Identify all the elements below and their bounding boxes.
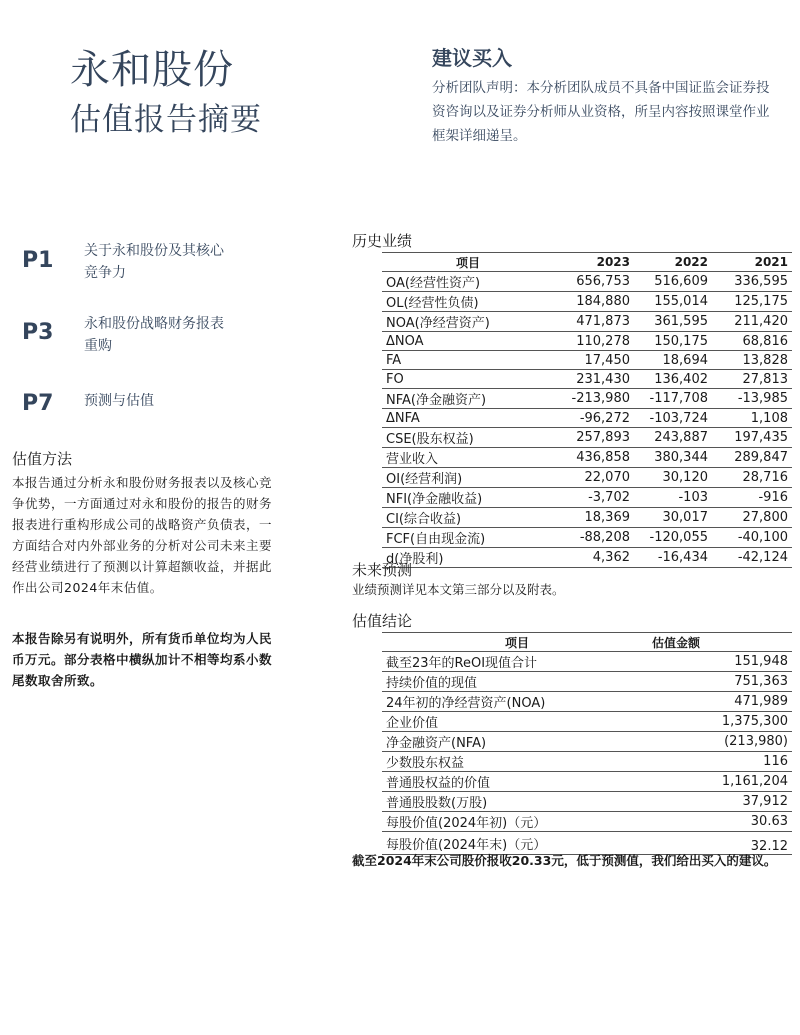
cell: 1,161,204 xyxy=(652,772,792,792)
cell: -13,985 xyxy=(712,389,792,409)
cell: 110,278 xyxy=(554,332,634,351)
cell: -916 xyxy=(712,488,792,508)
row-label: CSE(股东权益) xyxy=(382,428,554,448)
row-label: ΔNOA xyxy=(382,332,554,351)
row-label: 24年初的净经营资产(NOA) xyxy=(382,692,652,712)
cell: 243,887 xyxy=(634,428,712,448)
cell: 184,880 xyxy=(554,292,634,312)
row-label: OI(经营利润) xyxy=(382,468,554,488)
table-row xyxy=(382,752,792,772)
currency-note: 本报告除另有说明外，所有货币单位均为人民币万元。部分表格中横纵加计不相等均系小数尾数取舍所致。 xyxy=(12,631,273,688)
table-row xyxy=(382,772,792,792)
valuation-heading: 估值结论 xyxy=(352,612,413,630)
row-label: FA xyxy=(382,351,554,370)
cell: 4,362 xyxy=(554,548,634,568)
row-label: NFI(净金融收益) xyxy=(382,488,554,508)
toc-page-p1: P1 xyxy=(22,248,54,273)
row-label: NFA(净金融资产) xyxy=(382,389,554,409)
table-row xyxy=(382,672,792,692)
cell: 751,363 xyxy=(652,672,792,692)
row-label: 普通股股数(万股) xyxy=(382,792,652,812)
cell: 17,450 xyxy=(554,351,634,370)
table-row xyxy=(382,370,792,389)
cell: -3,702 xyxy=(554,488,634,508)
row-label: 净金融资产(NFA) xyxy=(382,732,652,752)
conclusion: 截至2024年末公司股价报收20.33元，低于预测值，我们给出买入的建议。 xyxy=(352,853,777,868)
table-row xyxy=(382,712,792,732)
cell: 30,017 xyxy=(634,508,712,528)
cell: 30,120 xyxy=(634,468,712,488)
cell: 151,948 xyxy=(652,652,792,672)
table-row xyxy=(382,292,792,312)
cell: 13,828 xyxy=(712,351,792,370)
forecast-heading: 未来预测 xyxy=(352,561,413,579)
history-table xyxy=(382,252,792,568)
cell: 150,175 xyxy=(634,332,712,351)
company-title: 永和股份 xyxy=(70,47,234,93)
toc-page-p3: P3 xyxy=(22,320,54,345)
cell: 289,847 xyxy=(712,448,792,468)
table-row xyxy=(382,468,792,488)
cell: 197,435 xyxy=(712,428,792,448)
cell: 32.12 xyxy=(652,832,792,855)
table-row xyxy=(382,351,792,370)
valuation-col-item: 项目 xyxy=(382,633,652,652)
row-label: 截至23年的ReOI现值合计 xyxy=(382,652,652,672)
cell: 1,108 xyxy=(712,409,792,428)
row-label: d(净股利) xyxy=(382,548,554,568)
cell: -103,724 xyxy=(634,409,712,428)
method-body: 本报告通过分析永和股份财务报表以及核心竞争优势，一方面通过对永和股份的报告的财务报表进行重构形成公司的战略资产负债表，一方面结合对内外部业务的分析对公司未来主要经营业绩进行了预测以计算超额收益，并据此作出公司2024年末估值。 xyxy=(12,475,273,595)
cell: 27,800 xyxy=(712,508,792,528)
table-row xyxy=(382,409,792,428)
history-col-item: 项目 xyxy=(382,253,554,272)
cell: 361,595 xyxy=(634,312,712,332)
cell: (213,980) xyxy=(652,732,792,752)
row-label: FCF(自由现金流) xyxy=(382,528,554,548)
cell: 155,014 xyxy=(634,292,712,312)
row-label: ΔNFA xyxy=(382,409,554,428)
table-row xyxy=(382,448,792,468)
toc-title-p7: 预测与估值 xyxy=(84,393,154,409)
cell: 22,070 xyxy=(554,468,634,488)
history-heading: 历史业绩 xyxy=(352,232,413,250)
toc-title-p3: 永和股份战略财务报表重购 xyxy=(84,316,224,354)
cell: 257,893 xyxy=(554,428,634,448)
cell: 336,595 xyxy=(712,272,792,292)
table-row xyxy=(382,548,792,568)
row-label: OA(经营性资产) xyxy=(382,272,554,292)
cell: -96,272 xyxy=(554,409,634,428)
cell: 125,175 xyxy=(712,292,792,312)
cell: 116 xyxy=(652,752,792,772)
history-col-2022: 2022 xyxy=(634,253,712,272)
row-label: 持续价值的现值 xyxy=(382,672,652,692)
cell: 30.63 xyxy=(652,812,792,832)
history-header-row xyxy=(382,253,792,272)
recommendation: 建议买入 xyxy=(432,46,512,70)
row-label: OL(经营性负债) xyxy=(382,292,554,312)
table-row xyxy=(382,332,792,351)
cell: -16,434 xyxy=(634,548,712,568)
row-label: 企业价值 xyxy=(382,712,652,732)
table-row xyxy=(382,508,792,528)
table-row xyxy=(382,488,792,508)
table-row xyxy=(382,732,792,752)
table-row xyxy=(382,528,792,548)
toc-page-p7: P7 xyxy=(22,391,54,416)
cell: -103 xyxy=(634,488,712,508)
history-col-2021: 2021 xyxy=(712,253,792,272)
cell: 231,430 xyxy=(554,370,634,389)
cell: -42,124 xyxy=(712,548,792,568)
row-label: FO xyxy=(382,370,554,389)
table-row xyxy=(382,272,792,292)
cell: -117,708 xyxy=(634,389,712,409)
forecast-body: 业绩预测详见本文第三部分以及附表。 xyxy=(352,582,565,597)
cell: 1,375,300 xyxy=(652,712,792,732)
cell: -40,100 xyxy=(712,528,792,548)
valuation-table xyxy=(382,632,792,855)
cell: 18,369 xyxy=(554,508,634,528)
cell: 436,858 xyxy=(554,448,634,468)
valuation-col-amount: 估值金额 xyxy=(652,633,792,652)
row-label: 每股价值(2024年初)（元） xyxy=(382,812,652,832)
cell: 27,813 xyxy=(712,370,792,389)
row-label: CI(综合收益) xyxy=(382,508,554,528)
table-row xyxy=(382,312,792,332)
cell: 380,344 xyxy=(634,448,712,468)
row-label: 每股价值(2024年末)（元） xyxy=(382,832,652,855)
cell: 18,694 xyxy=(634,351,712,370)
cell: 516,609 xyxy=(634,272,712,292)
table-row xyxy=(382,792,792,812)
cell: 471,873 xyxy=(554,312,634,332)
cell: -120,055 xyxy=(634,528,712,548)
cell: 211,420 xyxy=(712,312,792,332)
row-label: 营业收入 xyxy=(382,448,554,468)
row-label: NOA(净经营资产) xyxy=(382,312,554,332)
method-heading: 估值方法 xyxy=(12,450,73,468)
cell: 471,989 xyxy=(652,692,792,712)
cell: 37,912 xyxy=(652,792,792,812)
valuation-header-row xyxy=(382,633,792,652)
table-row xyxy=(382,428,792,448)
row-label: 少数股东权益 xyxy=(382,752,652,772)
cell: 28,716 xyxy=(712,468,792,488)
cell: -213,980 xyxy=(554,389,634,409)
row-label: 普通股权益的价值 xyxy=(382,772,652,792)
history-col-2023: 2023 xyxy=(554,253,634,272)
cell: -88,208 xyxy=(554,528,634,548)
table-row xyxy=(382,812,792,832)
report-title: 估值报告摘要 xyxy=(70,102,262,138)
toc-title-p1: 关于永和股份及其核心竞争力 xyxy=(84,243,224,281)
table-row xyxy=(382,652,792,672)
table-row xyxy=(382,389,792,409)
cell: 136,402 xyxy=(634,370,712,389)
table-row xyxy=(382,692,792,712)
cell: 656,753 xyxy=(554,272,634,292)
disclaimer: 分析团队声明：本分析团队成员不具备中国证监会证券投资咨询以及证券分析师从业资格，所呈内容按照课堂作业框架详细递呈。 xyxy=(432,80,770,144)
cell: 68,816 xyxy=(712,332,792,351)
